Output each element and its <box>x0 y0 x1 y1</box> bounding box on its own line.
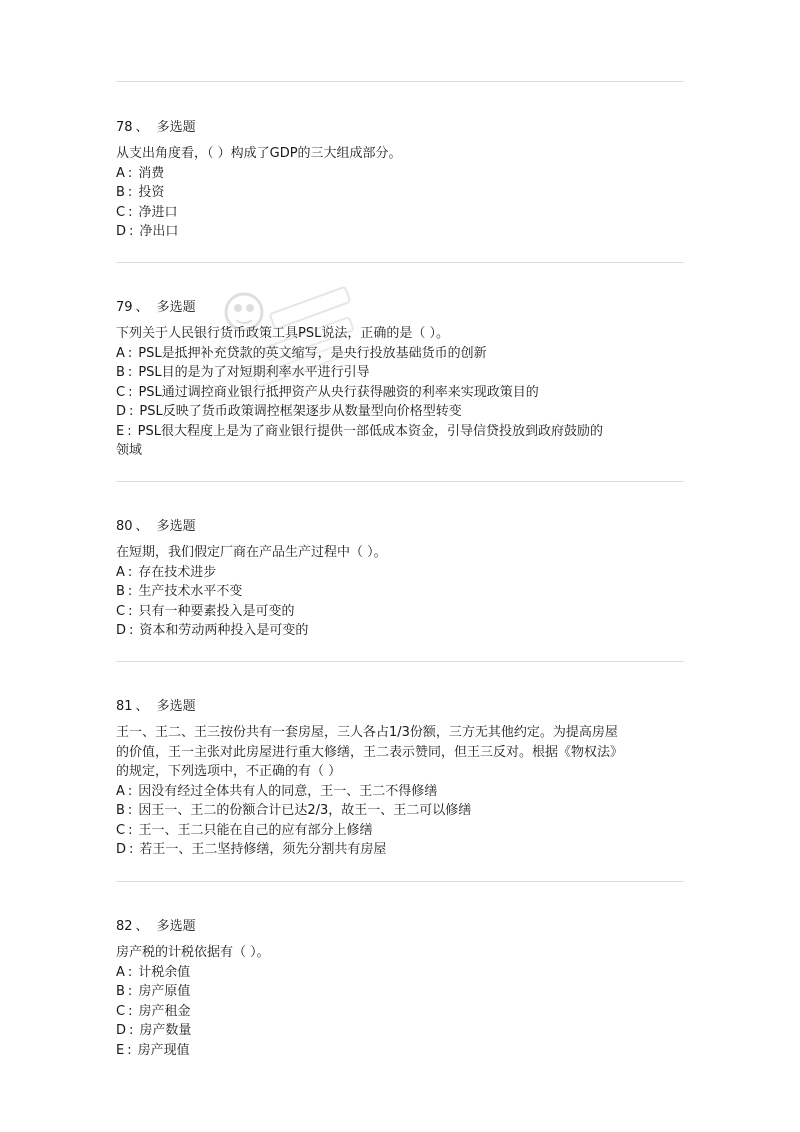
question-separator: 、 <box>135 120 149 135</box>
divider <box>116 481 684 482</box>
option-text: PSL反映了货币政策调控框架逐步从数量型向价格型转变 <box>139 404 462 419</box>
option-text: 生产技术水平不变 <box>138 584 243 599</box>
question-stem-line-3: 的规定，下列选项中，不正确的有（ ） <box>116 764 342 779</box>
option-text: 房产租金 <box>138 1003 191 1019</box>
question-header <box>116 697 686 717</box>
question-type: 多选题 <box>156 699 196 714</box>
question-82 <box>116 917 686 1060</box>
question-type: 多选题 <box>156 919 196 934</box>
question-separator: 、 <box>135 919 149 934</box>
option-a: A : PSL是抵押补充贷款的英文缩写，是央行投放基础货币的创新 <box>116 345 487 361</box>
option-d: D : 资本和劳动两种投入是可变的 <box>116 623 309 638</box>
option-b: B : 投资 <box>116 185 165 200</box>
option-a: A : 计税余值 <box>116 964 191 980</box>
question-stem-line-2: 的价值，王一主张对此房屋进行重大修缮，王二表示赞同，但王三反对。根据《物权法》 <box>116 744 624 760</box>
question-header <box>116 298 686 318</box>
option-text: 房产原值 <box>138 984 191 999</box>
option-text: 房产数量 <box>139 1023 192 1038</box>
question-number: 82 <box>116 919 133 934</box>
option-text: PSL目的是为了对短期利率水平进行引导 <box>138 365 370 380</box>
divider <box>116 661 684 662</box>
option-c: C : 只有一种要素投入是可变的 <box>116 603 295 619</box>
option-a: A : 因没有经过全体共有人的同意，王一、王二不得修缮 <box>116 783 438 799</box>
question-79 <box>116 298 686 461</box>
option-text: 王一、王二只能在自己的应有部分上修缮 <box>138 822 373 838</box>
option-text: 只有一种要素投入是可变的 <box>138 603 295 619</box>
question-type: 多选题 <box>156 120 196 135</box>
question-stem: 从支出角度看，（ ）构成了GDP的三大组成部分。 <box>116 146 402 161</box>
question-type: 多选题 <box>156 519 196 534</box>
option-b: B : PSL目的是为了对短期利率水平进行引导 <box>116 365 370 380</box>
question-separator: 、 <box>135 519 149 534</box>
question-separator: 、 <box>135 300 149 315</box>
option-text: 若王一、王二坚持修缮，须先分割共有房屋 <box>139 842 387 857</box>
option-text: PSL是抵押补充贷款的英文缩写，是央行投放基础货币的创新 <box>138 345 487 361</box>
option-text: 资本和劳动两种投入是可变的 <box>139 623 309 638</box>
option-text: PSL很大程度上是为了商业银行提供一部低成本资金，引导信贷投放到政府鼓励的 <box>137 423 603 439</box>
divider <box>116 262 684 263</box>
option-a: A : 消费 <box>116 165 165 181</box>
option-text: 消费 <box>138 165 165 181</box>
question-number: 79 <box>116 300 133 315</box>
option-e: E : 房产现值 <box>116 1042 190 1058</box>
option-d: D : 净出口 <box>116 224 179 239</box>
option-text: 因没有经过全体共有人的同意，王一、王二不得修缮 <box>138 783 438 799</box>
option-b: B : 房产原值 <box>116 984 191 999</box>
option-text: 计税余值 <box>138 964 191 980</box>
option-text: 房产现值 <box>137 1042 190 1058</box>
option-e-continuation: 领域 <box>116 443 143 458</box>
question-stem-line-1: 王一、王二、王三按份共有一套房屋，三人各占1/3份额，三方无其他约定。为提高房屋 <box>116 725 618 740</box>
question-stem: 下列关于人民银行货币政策工具PSL说法，正确的是（ ）。 <box>116 326 449 341</box>
option-text: 净进口 <box>138 204 178 220</box>
option-b: B : 生产技术水平不变 <box>116 584 243 599</box>
question-80 <box>116 517 686 641</box>
option-d: D : PSL反映了货币政策调控框架逐步从数量型向价格型转变 <box>116 404 462 419</box>
question-stem: 房产税的计税依据有（ ）。 <box>116 945 270 960</box>
option-d: D : 若王一、王二坚持修缮，须先分割共有房屋 <box>116 842 387 857</box>
question-number: 78 <box>116 120 133 135</box>
question-number: 81 <box>116 699 133 714</box>
divider <box>116 81 684 82</box>
option-d: D : 房产数量 <box>116 1023 192 1038</box>
option-c: C : 王一、王二只能在自己的应有部分上修缮 <box>116 822 373 838</box>
question-separator: 、 <box>135 699 149 714</box>
option-text: 净出口 <box>139 224 179 239</box>
option-c: C : 房产租金 <box>116 1003 191 1019</box>
option-b: B : 因王一、王二的份额合计已达2/3，故王一、王二可以修缮 <box>116 803 472 818</box>
option-e: E : PSL很大程度上是为了商业银行提供一部低成本资金，引导信贷投放到政府鼓励的 <box>116 423 603 439</box>
question-header <box>116 517 686 537</box>
option-c: C : 净进口 <box>116 204 178 220</box>
question-81 <box>116 697 686 860</box>
option-text: 因王一、王二的份额合计已达2/3，故王一、王二可以修缮 <box>138 803 472 818</box>
divider <box>116 881 684 882</box>
option-text: PSL通过调控商业银行抵押资产从央行获得融资的利率来实现政策目的 <box>138 384 539 400</box>
option-text: 投资 <box>138 185 165 200</box>
option-c: C : PSL通过调控商业银行抵押资产从央行获得融资的利率来实现政策目的 <box>116 384 539 400</box>
question-78 <box>116 118 686 242</box>
question-header <box>116 917 686 937</box>
option-a: A : 存在技术进步 <box>116 564 217 580</box>
option-text: 存在技术进步 <box>138 564 217 580</box>
question-header <box>116 118 686 138</box>
question-stem: 在短期，我们假定厂商在产品生产过程中（ ）。 <box>116 545 387 560</box>
question-type: 多选题 <box>156 300 196 315</box>
question-number: 80 <box>116 519 133 534</box>
